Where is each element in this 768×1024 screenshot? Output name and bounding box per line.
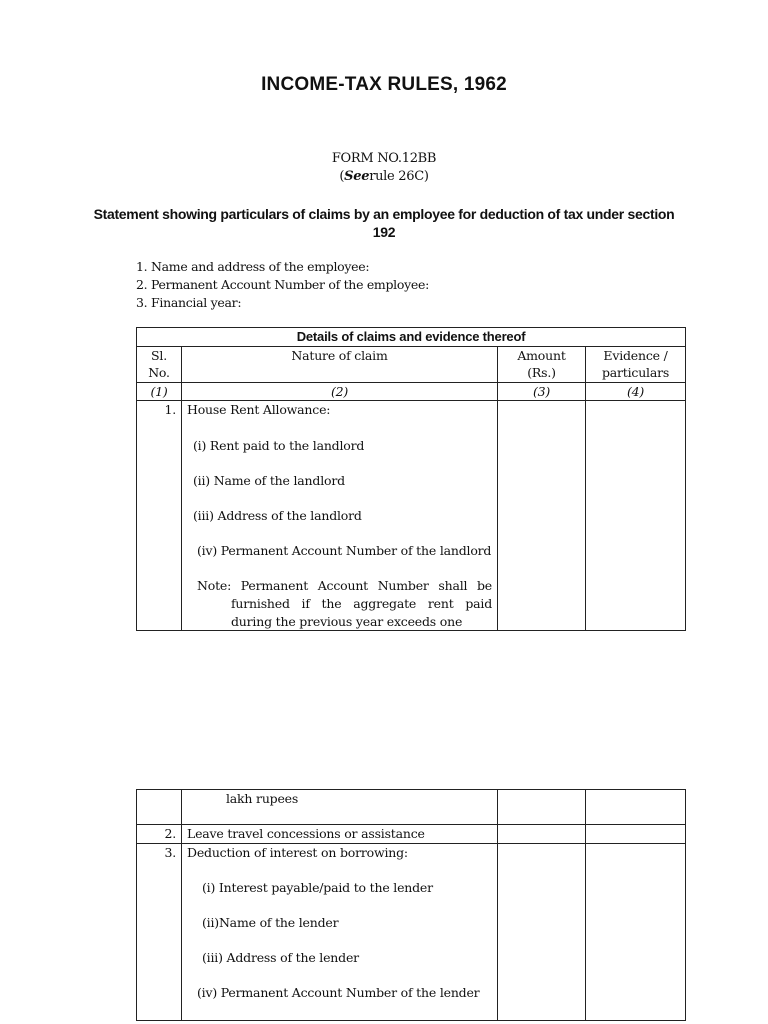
col-number-2: (2) <box>182 382 498 401</box>
claims-table-continued <box>136 789 686 1021</box>
row1-cont-sl-no <box>137 790 182 825</box>
row3-item-ii: (ii)Name of the lender <box>202 914 339 930</box>
field-name-address: 1. Name and address of the employee: <box>136 259 370 274</box>
header-nature-of-claim: Nature of claim <box>182 346 498 382</box>
page-title: INCOME-TAX RULES, 1962 <box>261 74 507 95</box>
table-header-row <box>137 346 686 382</box>
claims-table <box>136 327 686 631</box>
table-caption: Details of claims and evidence thereof <box>137 328 686 347</box>
row1-sl-no: 1. <box>137 401 182 631</box>
row1-item-iv: (iv) Permanent Account Number of the landlord <box>197 543 492 559</box>
form-number: FORM NO.12BB <box>331 151 437 166</box>
row1-item-iii: (iii) Address of the landlord <box>193 507 362 523</box>
row1-heading: House Rent Allowance: <box>187 402 331 418</box>
row3-item-i: (i) Interest payable/paid to the lender <box>202 879 433 895</box>
statement-heading: Statement showing particulars of claims by an employee for deduction of tax under section 192 <box>93 206 675 240</box>
row3-evidence <box>586 843 686 1020</box>
row1-evidence <box>586 401 686 631</box>
see-rule-open: ( <box>339 169 345 184</box>
field-pan: 2. Permanent Account Number of the employee: <box>136 277 429 292</box>
row3-sl-no: 3. <box>137 843 182 1020</box>
header-evidence: Evidence / particulars <box>586 346 686 382</box>
table-caption-row <box>137 328 686 347</box>
table-row <box>137 825 686 844</box>
header-amount: Amount (Rs.) <box>498 346 586 382</box>
row1-amount <box>498 401 586 631</box>
row3-nature <box>182 843 498 1020</box>
row3-item-iii: (iii) Address of the lender <box>202 950 359 966</box>
row1-item-ii: (ii) Name of the landlord <box>193 472 345 488</box>
row3-heading: Deduction of interest on borrowing: <box>187 844 408 860</box>
col-number-4: (4) <box>586 382 686 401</box>
row1-cont-evidence <box>586 790 686 825</box>
row2-evidence <box>586 825 686 844</box>
column-number-row <box>137 382 686 401</box>
field-financial-year: 3. Financial year: <box>136 295 242 310</box>
row2-nature: Leave travel concessions or assistance <box>182 825 498 844</box>
table-row <box>137 843 686 1020</box>
row3-item-iv: (iv) Permanent Account Number of the lender <box>197 985 480 1001</box>
col-number-3: (3) <box>498 382 586 401</box>
see-rule-reference <box>0 169 768 184</box>
row1-nature <box>182 401 498 631</box>
see-rule-text: rule 26C) <box>369 169 429 184</box>
row2-amount <box>498 825 586 844</box>
table-row <box>137 401 686 631</box>
row1-item-i: (i) Rent paid to the landlord <box>193 437 365 453</box>
row1-cont-amount <box>498 790 586 825</box>
row1-note-continued: lakh rupees <box>182 790 498 825</box>
row1-note: Note: Permanent Account Number shall be furnished if the aggregate rent paid during the previous year exceeds one <box>197 578 492 629</box>
row2-sl-no: 2. <box>137 825 182 844</box>
see-word: See <box>344 169 370 184</box>
col-number-1: (1) <box>137 382 182 401</box>
header-sl-no: Sl. No. <box>137 346 182 382</box>
table-row <box>137 790 686 825</box>
row3-amount <box>498 843 586 1020</box>
employee-fields <box>136 258 429 312</box>
